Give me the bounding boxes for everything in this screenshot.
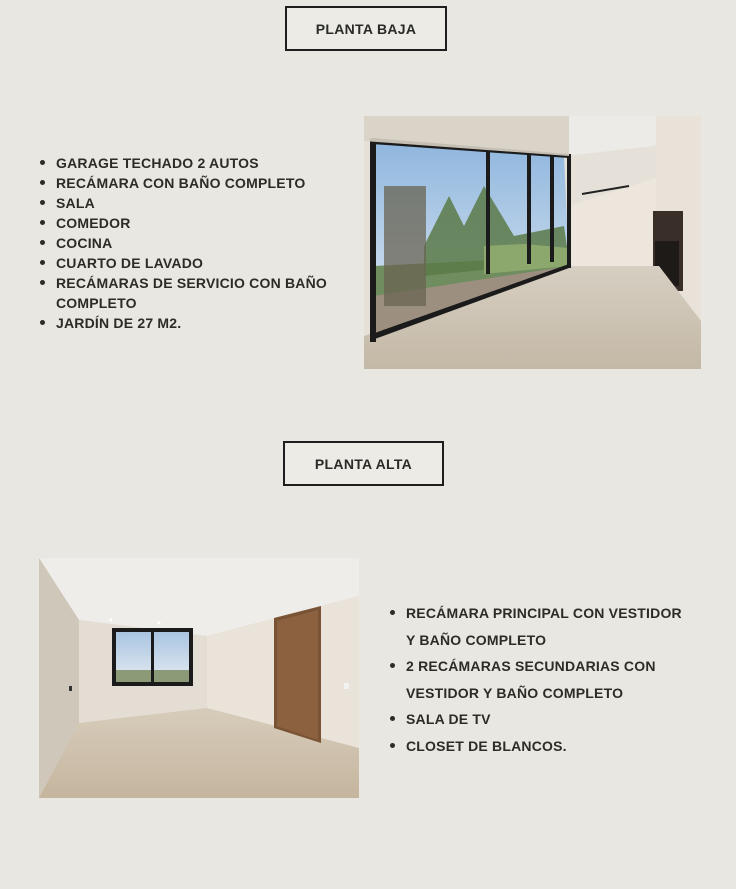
bedroom-photo xyxy=(39,558,359,798)
feature-item: JARDÍN DE 27 M2. xyxy=(39,313,349,333)
feature-item: 2 RECÁMARAS SECUNDARIAS CON VESTIDOR Y BAÑO COMPLETO xyxy=(389,653,689,706)
feature-item: COMEDOR xyxy=(39,213,349,233)
feature-item: CLOSET DE BLANCOS. xyxy=(389,733,689,760)
feature-item: GARAGE TECHADO 2 AUTOS xyxy=(39,153,349,173)
page-edge xyxy=(736,0,741,889)
feature-item: SALA xyxy=(39,193,349,213)
feature-item: RECÁMARA PRINCIPAL CON VESTIDOR Y BAÑO COMPLETO xyxy=(389,600,689,653)
planta-baja-features xyxy=(39,153,349,333)
living-room-photo xyxy=(364,116,701,369)
feature-item: CUARTO DE LAVADO xyxy=(39,253,349,273)
feature-item: RECÁMARA CON BAÑO COMPLETO xyxy=(39,173,349,193)
planta-alta-title: PLANTA ALTA xyxy=(283,441,444,486)
feature-item: COCINA xyxy=(39,233,349,253)
planta-baja-title: PLANTA BAJA xyxy=(285,6,447,51)
feature-item: RECÁMARAS DE SERVICIO CON BAÑO COMPLETO xyxy=(39,273,349,313)
planta-alta-features xyxy=(389,600,689,759)
feature-item: SALA DE TV xyxy=(389,706,689,733)
